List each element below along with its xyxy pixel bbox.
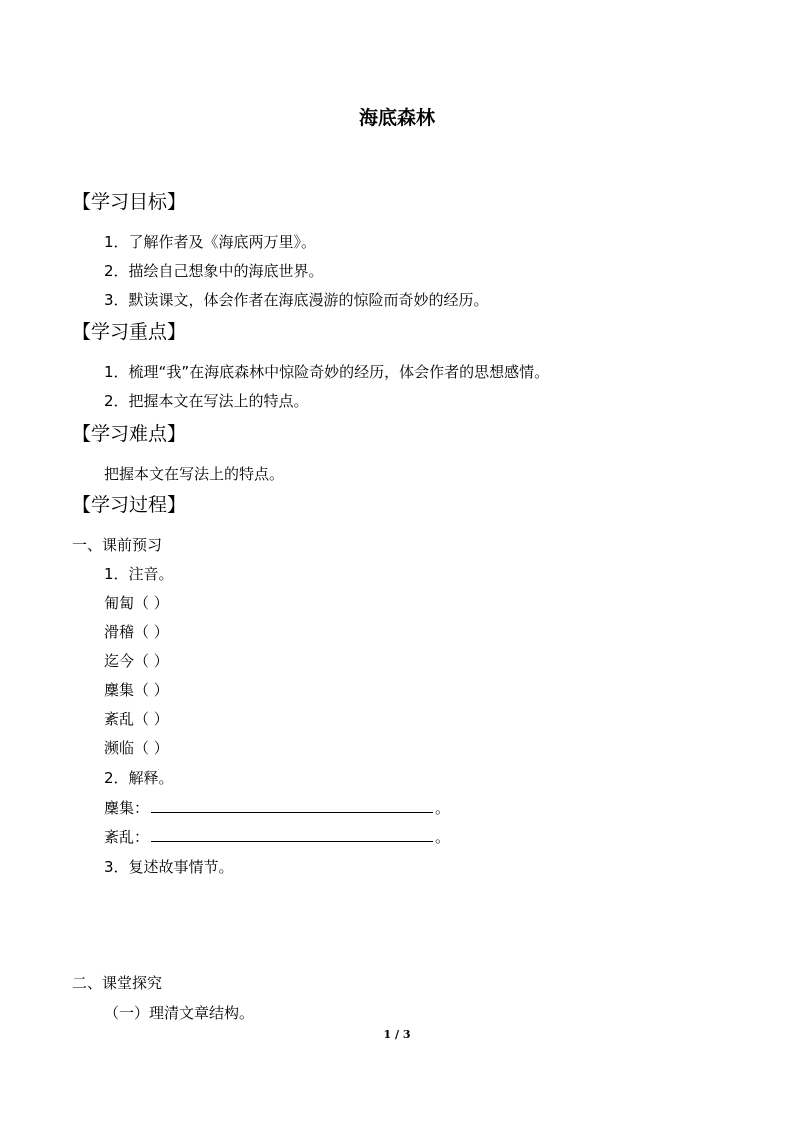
key-points-heading: 【学习重点】 [72, 321, 187, 343]
explain-item [104, 826, 450, 848]
objective-item: 3．默读课文，体会作者在海底漫游的惊险而奇妙的经历。 [104, 291, 489, 309]
key-point-item: 1．梳理“我”在海底森林中惊险奇妙的经历，体会作者的思想感情。 [104, 363, 550, 381]
key-point-item: 2．把握本文在写法上的特点。 [104, 392, 309, 410]
explain-end: 。 [435, 828, 451, 846]
page-title: 海底森林 [358, 107, 435, 129]
part1-heading: 一、课前预习 [72, 536, 163, 554]
pinyin-item: 滑稽（ ） [104, 623, 169, 641]
difficulty-item: 把握本文在写法上的特点。 [104, 465, 285, 483]
objective-item: 1．了解作者及《海底两万里》。 [104, 233, 317, 251]
explain-term: 紊乱： [104, 828, 150, 846]
objective-item: 2．描绘自己想象中的海底世界。 [104, 262, 324, 280]
objectives-heading: 【学习目标】 [72, 191, 187, 213]
pinyin-item: 匍匐（ ） [104, 594, 169, 612]
page-number: 1 / 3 [383, 1028, 411, 1041]
answer-blank[interactable] [151, 798, 433, 813]
difficulties-heading: 【学习难点】 [72, 423, 187, 445]
question-2: 2．解释。 [104, 769, 174, 787]
explain-item [104, 797, 450, 819]
explain-end: 。 [435, 799, 451, 817]
pinyin-item: 紊乱（ ） [104, 710, 169, 728]
question-3: 3．复述故事情节。 [104, 858, 234, 876]
part2-heading: 二、课堂探究 [72, 974, 163, 992]
pinyin-item: 濒临（ ） [104, 739, 169, 757]
pinyin-item: 迄今（ ） [104, 652, 169, 670]
process-heading: 【学习过程】 [72, 494, 187, 516]
part2-subheading: （一）理清文章结构。 [104, 1004, 255, 1022]
pinyin-item: 麇集（ ） [104, 681, 169, 699]
answer-blank[interactable] [151, 827, 433, 842]
question-1: 1．注音。 [104, 565, 174, 583]
explain-term: 麇集： [104, 799, 150, 817]
